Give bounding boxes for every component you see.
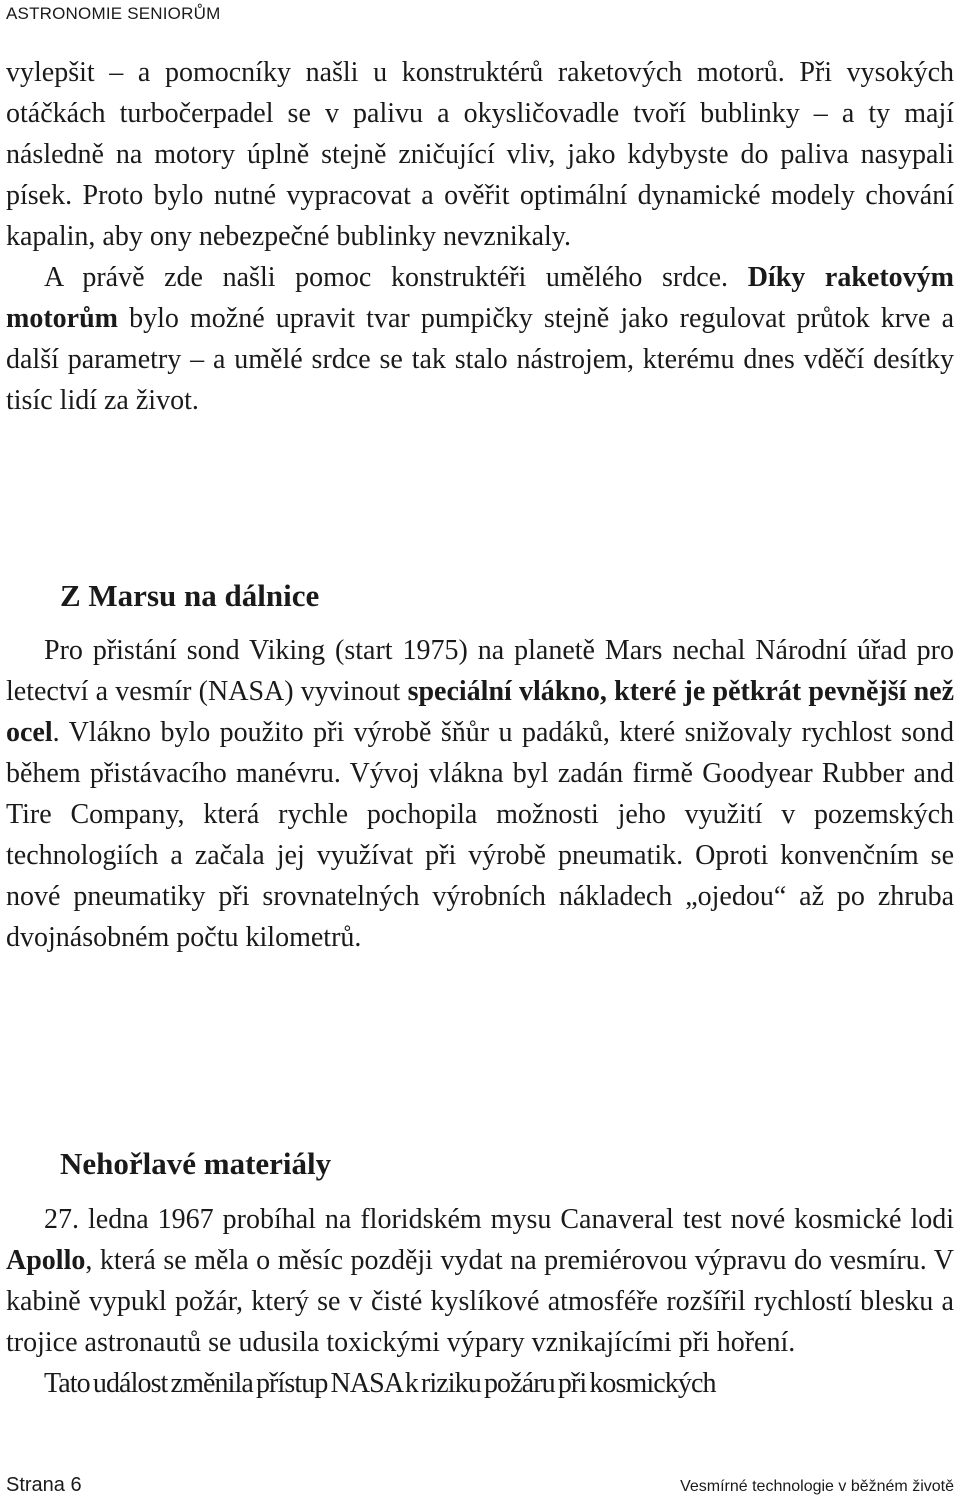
intro-text: [6, 52, 954, 421]
apollo-paragraph-bold: Apollo: [6, 1245, 86, 1276]
apollo-paragraph-start: 27. ledna 1967 probíhal na floridském mysu Canaveral test nové kosmické lodi: [44, 1204, 954, 1235]
intro-paragraph-2-end: bylo možné upravit tvar pumpičky stejně jako regulovat průtok krve a další parametry – a umělé srdce se tak stalo nástrojem, kterému dnes vděčí desítky tisíc lidí za život.: [6, 303, 955, 416]
intro-paragraph-2-start: A právě zde našli pomoc konstruktéři umělého srdce.: [44, 262, 729, 293]
mars-section-text: [6, 630, 954, 958]
apollo-paragraph-end: , která se měla o měsíc později vydat na premiérovou výpravu do vesmíru. V kabině vypukl požár, který se v čisté kyslíkové atmosféře rozšířil rychlostí blesku a trojice astronautů se udusila toxickými výpary vznikajícími při hoření.: [6, 1245, 954, 1358]
intro-paragraph-1: [6, 52, 954, 257]
intro-paragraph-2-bold: Díky raketovým motorům: [6, 262, 954, 334]
intro-paragraph-1-text: vylepšit – a pomocníky našli u konstruktérů raketových motorů. Při vysokých otáčkách turbočerpadel se v palivu a okysličovadle tvoří bublinky – a ty mají následně na motory úplně stejně zničující vliv, jako kdybyste do paliva nasypali písek. Proto bylo nutné vypracovat a ověřit optimální dynamické modely chování kapalin, aby ony nebezpečné bublinky nevznikaly.: [6, 57, 954, 252]
section-heading-nonflammable: Nehořlavé materiály: [60, 1146, 332, 1181]
nonflammable-section-text: [6, 1199, 954, 1404]
publication-title: Vesmírné technologie v běžném životě: [680, 1478, 954, 1495]
mars-paragraph: [6, 630, 954, 958]
nasa-paragraph-text: Tato událost změnila přístup NASA k riziku požáru při kosmických: [44, 1368, 716, 1399]
mars-paragraph-start: Pro přistání sond Viking (start 1975) na planetě Mars nechal Národní úřad pro letectví a vesmír (NASA) vyvinout: [6, 635, 954, 707]
mars-paragraph-end: . Vlákno bylo použito při výrobě šňůr u padáků, které snižovaly rychlost sond během přistávacího manévru. Vývoj vlákna byl zadán firmě Goodyear Rubber and Tire Company, která rychle pochopila možnosti jeho využití v pozemských technologiích a začala jej využívat při výrobě pneumatik. Oproti konvenčním se nové pneumatiky při srovnatelných výrobních nákladech „ojedou“ až po zhruba dvojnásobném počtu kilometrů.: [6, 717, 954, 953]
mars-paragraph-bold: speciální vlákno, které je pětkrát pevnější než ocel: [6, 676, 955, 748]
running-header: ASTRONOMIE SENIORŮM: [6, 4, 221, 23]
nasa-paragraph: [6, 1363, 954, 1404]
section-heading-mars: Z Marsu na dálnice: [60, 578, 320, 613]
page-number: Strana 6: [6, 1474, 82, 1496]
apollo-paragraph: [6, 1199, 954, 1363]
intro-paragraph-2: [6, 257, 954, 421]
